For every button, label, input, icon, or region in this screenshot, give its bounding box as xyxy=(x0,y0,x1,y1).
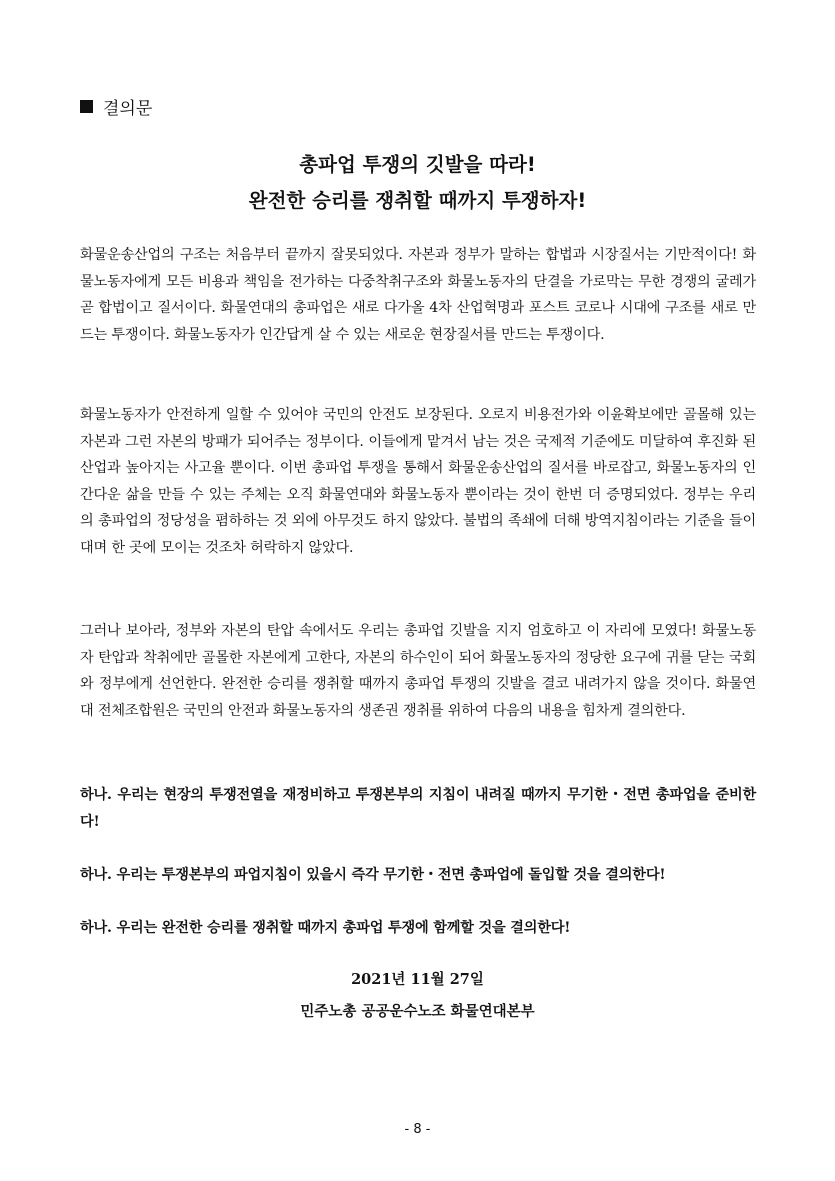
title-line-1: 총파업 투쟁의 깃발을 따라! xyxy=(299,153,536,176)
section-label: 결의문 xyxy=(103,99,153,119)
paragraph: 화물운송산업의 구조는 처음부터 끝까지 잘못되었다. 자본과 정부가 말하는 합법과 시장질서는 기만적이다! 화물노동자에게 모든 비용과 책임을 전가하는 다중착취구조와 화물노동자의 단결을 가로막는 무한 경쟁의 굴레가 곧 합법이고 질서이다. 화물연대의 총파업은 새로 다가올 4차 산업혁명과 포스트 코로나 시대에 구조를 새로 만드는 투쟁이다. 화물노동자가 인간답게 살 수 있는 새로운 현장질서를 만드는 투쟁이다. xyxy=(80,247,756,343)
section-header xyxy=(80,94,152,119)
signature: 민주노총 공공운수노조 화물연대본부 xyxy=(300,1003,535,1020)
black-square-icon xyxy=(80,100,93,113)
title-line-2: 완전한 승리를 쟁취할 때까지 투쟁하자! xyxy=(248,189,587,212)
document-date: 2021년 11월 27일 xyxy=(351,971,484,988)
paragraph: 그러나 보아라, 정부와 자본의 탄압 속에서도 우리는 총파업 깃발을 지지 엄호하고 이 자리에 모였다! 화물노동자 탄압과 착취에만 골몰한 자본에게 고한다, 자본의 하수인이 되어 화물노동자의 정당한 요구에 귀를 닫는 국회와 정부에게 선언한다. 완전한 승리를 쟁취할 때까지 총파업 투쟁의 깃발을 결코 내려가지 않을 것이다. 화물연대 전체조합원은 국민의 안전과 화물노동자의 생존권 쟁취를 위하여 다음의 내용을 힘차게 결의한다. xyxy=(80,623,756,719)
resolution-item: 하나. 우리는 완전한 승리를 쟁취할 때까지 총파업 투쟁에 함께할 것을 결의한다! xyxy=(80,920,571,936)
resolution-item: 하나. 우리는 투쟁본부의 파업지침이 있을시 즉각 무기한・전면 총파업에 돌입할 것을 결의한다! xyxy=(80,867,666,883)
resolution-item: 하나. 우리는 현장의 투쟁전열을 재정비하고 투쟁본부의 지침이 내려질 때까지 무기한・전면 총파업을 준비한다! xyxy=(80,787,756,830)
paragraph: 화물노동자가 안전하게 일할 수 있어야 국민의 안전도 보장된다. 오로지 비용전가와 이윤확보에만 골몰해 있는 자본과 그런 자본의 방패가 되어주는 정부이다. 이들에게 맡겨서 남는 것은 국제적 기준에도 미달하여 후진화 된 산업과 높아지는 사고율 뿐이다. 이번 총파업 투쟁을 통해서 화물운송산업의 질서를 바로잡고, 화물노동자의 인간다운 삶을 만들 수 있는 주체는 오직 화물연대와 화물노동자 뿐이라는 것이 한번 더 증명되었다. 정부는 우리의 총파업의 정당성을 폄하하는 것 외에 아무것도 하지 않았다. 불법의 족쇄에 더해 방역지침이라는 기준을 들이대며 한 곳에 모이는 것조차 허락하지 않았다. xyxy=(80,407,756,556)
page-number: - 8 - xyxy=(404,1122,431,1137)
